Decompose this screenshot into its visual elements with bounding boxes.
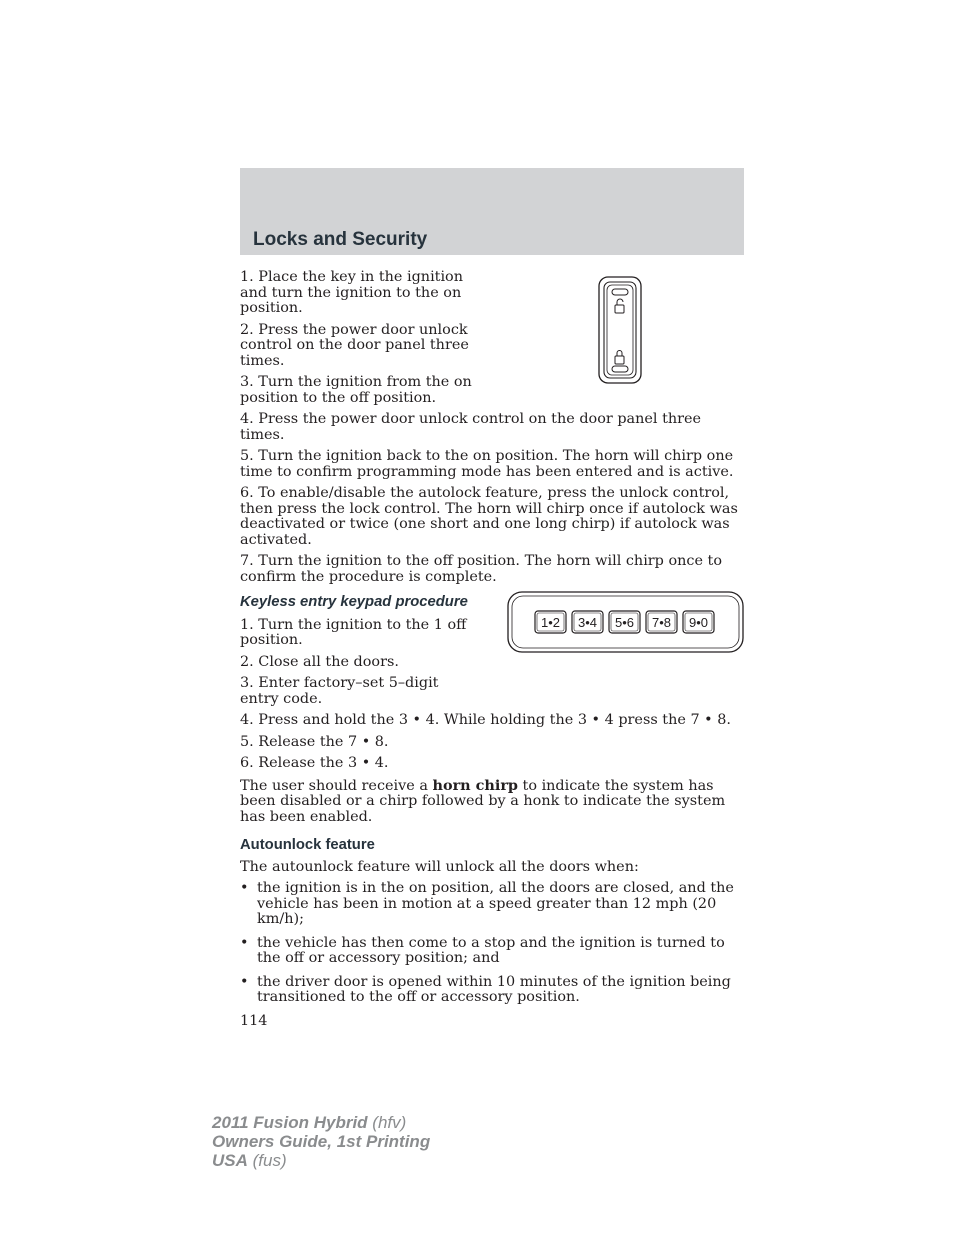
autounlock-conditions <box>240 881 744 1006</box>
keyless-step-2: 2. Close all the doors. <box>240 653 399 670</box>
autounlock-intro: The autounlock feature will unlock all the doors when: <box>240 858 639 875</box>
list-item: • the vehicle has then come to a stop and the ignition is turned to the off or accessory position; and <box>240 934 725 966</box>
footer-publication-info: 2011 Fusion Hybrid (hfv) Owners Guide, 1st Printing USA (fus) <box>212 1113 431 1170</box>
step-1: 1. Place the key in the ignition and turn the ignition to the on position. <box>240 269 463 316</box>
section-title: Locks and Security <box>253 229 428 250</box>
bullet-symbol: • <box>240 880 249 896</box>
step-2: 2. Press the power door unlock control on the door panel three times. <box>240 321 469 369</box>
keyless-step-6: 6. Release the 3 • 4. <box>240 755 389 771</box>
step-4: 4. Press the power door unlock control on the door panel three times. <box>240 411 702 443</box>
step-7: 7. Turn the ignition to the off position. The horn will chirp once to confirm the procedure is complete. <box>240 553 723 585</box>
step-6: 6. To enable/disable the autolock feature, press the unlock control, then press the lock control. The horn will chirp once if autolock was deactivated or twice (one short and one long chirp) if autolock was activated. <box>240 485 738 548</box>
keypad-button-label: 7•8 <box>651 615 672 630</box>
keyless-heading: Keyless entry keypad procedure <box>240 594 468 610</box>
keyless-step-4: 4. Press and hold the 3 • 4. While holding the 3 • 4 press the 7 • 8. <box>240 712 731 728</box>
step-5: 5. Turn the ignition back to the on position. The horn will chirp one time to confirm programming mode has been entered and is active. <box>240 448 734 480</box>
page-body <box>240 270 744 1029</box>
autounlock-heading: Autounlock feature <box>240 837 375 853</box>
step-3: 3. Turn the ignition from the on position to the off position. <box>240 374 472 406</box>
section-header-band <box>240 168 744 255</box>
horn-chirp-emphasis: horn chirp <box>432 776 518 794</box>
keyless-note: The user should receive a horn chirp to indicate the system has been disabled or a chirp followed by a honk to indicate the system has been enabled. <box>240 776 726 825</box>
keypad-button-label: 1•2 <box>540 615 561 630</box>
keypad-button-label: 5•6 <box>614 615 635 630</box>
list-item: • the driver door is opened within 10 minutes of the ignition being transitioned to the off or accessory position. <box>240 973 731 1005</box>
keypad-button-label: 9•0 <box>688 615 709 630</box>
bullet-symbol: • <box>240 973 249 990</box>
list-item: • the ignition is in the on position, all the doors are closed, and the vehicle has been in motion at a speed greater than 12 mph (20 km/h); <box>240 880 734 927</box>
keyless-step-3: 3. Enter factory–set 5–digit entry code. <box>240 675 439 707</box>
page-number: 114 <box>240 1012 268 1029</box>
bullet-symbol: • <box>240 934 249 951</box>
keyless-step-5: 5. Release the 7 • 8. <box>240 733 389 750</box>
keyless-step-1: 1. Turn the ignition to the 1 off position. <box>240 616 467 648</box>
keypad-button-label: 3•4 <box>577 615 598 630</box>
